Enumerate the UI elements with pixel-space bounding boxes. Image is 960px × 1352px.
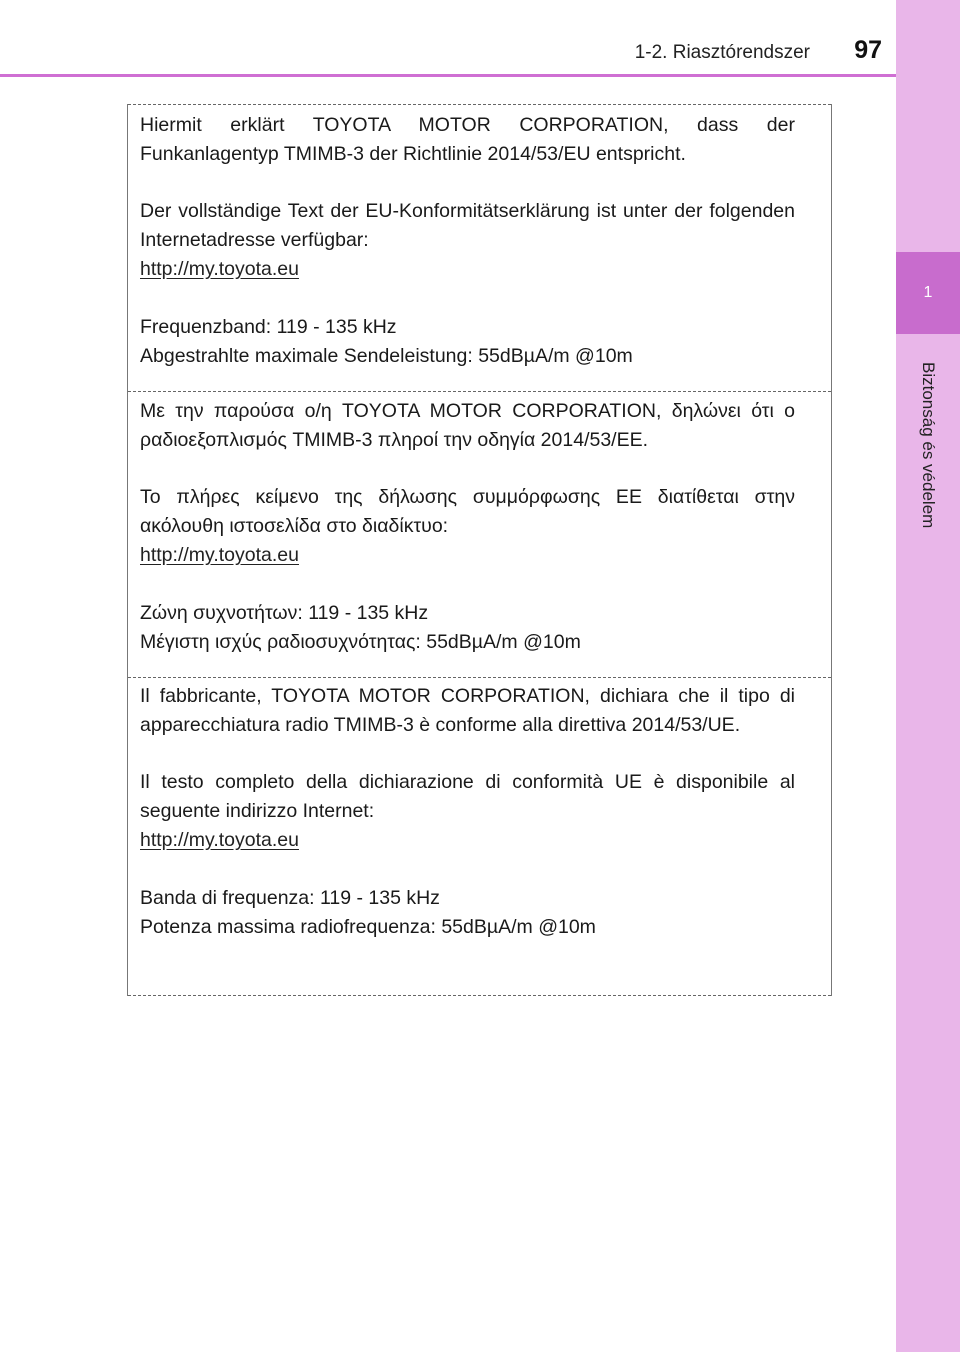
max-power-text: Abgestrahlte maximale Sendeleistung: 55dBµA/m @10m: [140, 345, 633, 367]
availability-text: Der vollständige Text der EU-Konformitätserklärung ist unter der folgenden Internetadresse verfügbar:: [140, 200, 795, 251]
frequency-band-text: Frequenzband: 119 - 135 kHz: [140, 316, 397, 338]
availability-text: Το πλήρες κείμενο της δήλωσης συμμόρφωσης ΕΕ διατίθεται στην ακόλουθη ιστοσελίδα στο διαδίκτυο:: [140, 486, 795, 537]
max-power-text: Potenza massima radiofrequenza: 55dBµA/m @10m: [140, 916, 596, 938]
dashed-divider: [128, 677, 831, 678]
chapter-label: Biztonság és védelem: [919, 361, 938, 529]
section-title: 1-2. Riasztórendszer: [634, 42, 810, 63]
toyota-link[interactable]: http://my.toyota.eu: [140, 544, 299, 566]
header-divider: [0, 74, 896, 77]
chapter-label-container: [896, 340, 960, 550]
frequency-band-text: Ζώνη συχνοτήτων: 119 - 135 kHz: [140, 602, 429, 624]
toyota-link[interactable]: http://my.toyota.eu: [140, 258, 299, 280]
declaration-text: Με την παρούσα ο/η TOYOTA MOTOR CORPORATION, δηλώνει ότι ο ραδιοεξοπλισμός TMIMB-3 πληροί την οδηγία 2014/53/ΕΕ.: [140, 400, 795, 451]
availability-text: Il testo completo della dichiarazione di conformità UE è disponibile al seguente indirizzo Internet:: [140, 771, 795, 822]
conformity-notice-box: [127, 104, 832, 996]
frequency-band-text: Banda di frequenza: 119 - 135 kHz: [140, 887, 440, 909]
max-power-text: Μέγιστη ισχύς ραδιοσυχνότητας: 55dBµA/m @10m: [140, 631, 581, 653]
dashed-divider: [128, 391, 831, 392]
declaration-text: Il fabbricante, TOYOTA MOTOR CORPORATION, dichiara che il tipo di apparecchiatura radio TMIMB-3 è conforme alla direttiva 2014/53/UE.: [140, 685, 795, 736]
declaration-text: Hiermit erklärt TOYOTA MOTOR CORPORATION, dass der Funkanlagentyp TMIMB-3 der Richtlinie 2014/53/EU entspricht.: [140, 114, 795, 165]
chapter-number-tab: 1: [896, 252, 960, 334]
chapter-side-tab: [896, 0, 960, 1352]
toyota-link[interactable]: http://my.toyota.eu: [140, 829, 299, 851]
notice-block-greek: [140, 397, 795, 657]
dashed-divider: [128, 995, 831, 996]
notice-block-italian: [140, 682, 795, 942]
dashed-divider: [128, 104, 831, 105]
page-number: 97: [854, 36, 882, 64]
notice-block-german: [140, 111, 795, 371]
